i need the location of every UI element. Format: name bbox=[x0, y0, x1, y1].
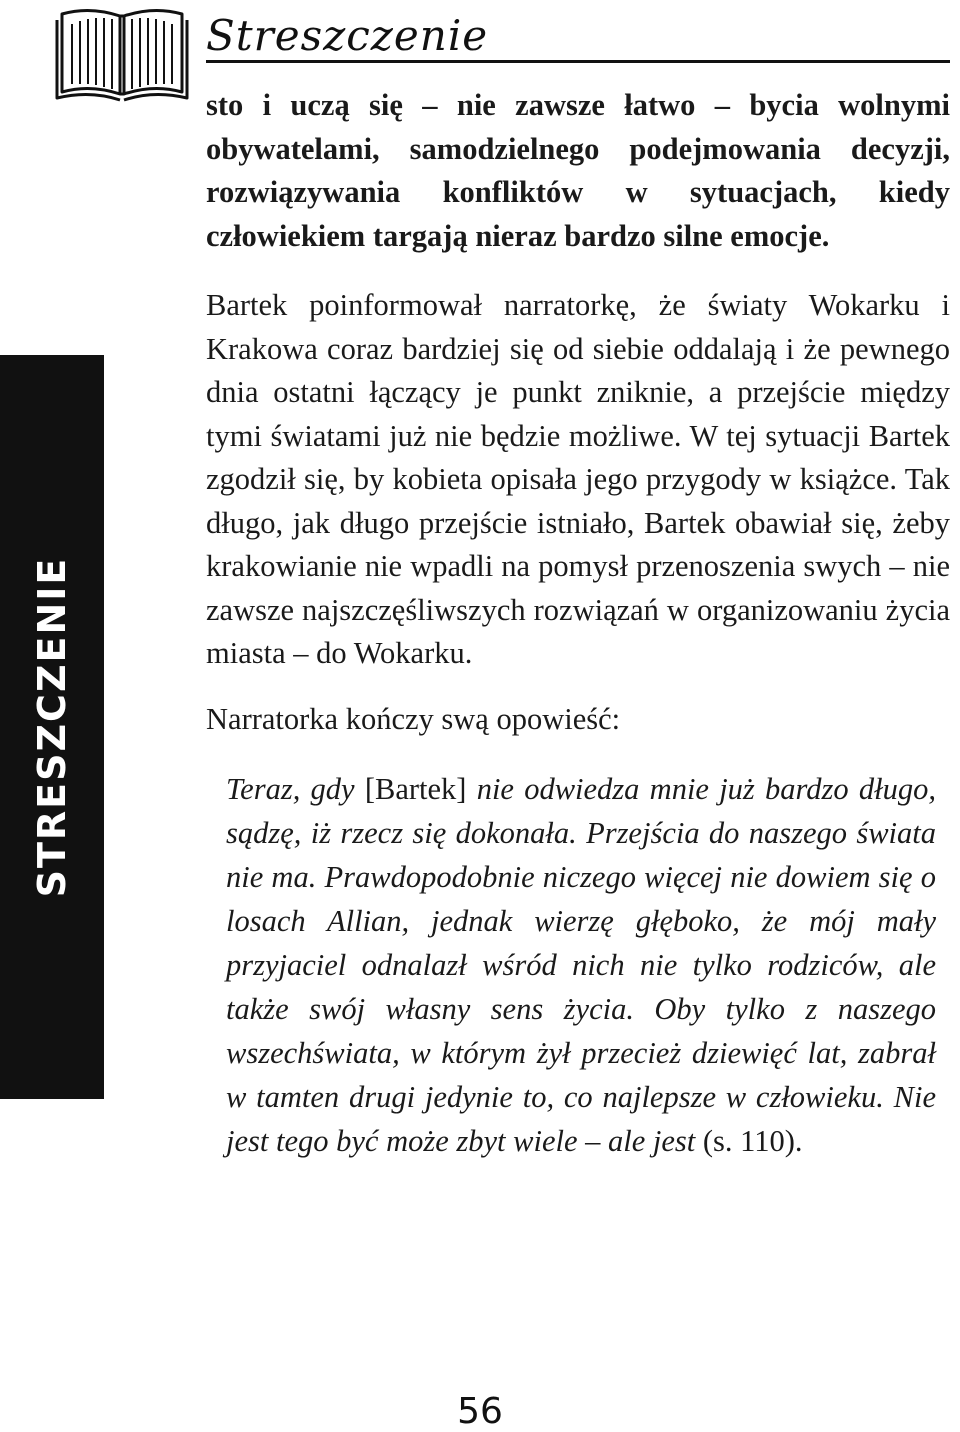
header-rule bbox=[206, 60, 950, 63]
open-book-icon bbox=[54, 4, 190, 102]
quote-part-1: Teraz, gdy bbox=[226, 772, 355, 806]
main-text bbox=[206, 84, 950, 1163]
side-tab-label: STRESZCZENIE bbox=[30, 556, 74, 898]
quote-citation: (s. 110). bbox=[695, 1124, 803, 1158]
section-title: Streszczenie bbox=[206, 11, 489, 60]
bold-paragraph: sto i uczą się – nie zawsze łatwo – bycia wolnymi obywatelami, samodzielnego podejmowania decyzji, rozwiązywania konfliktów w sytuacjach, kiedy człowiekiem targają nieraz bardzo silne emocje. bbox=[206, 88, 950, 253]
quote-insert: [Bartek] bbox=[354, 772, 477, 806]
page-number: 56 bbox=[457, 1391, 503, 1432]
summary-paragraph: Bartek poinformował narratorkę, że światy Wokarku i Krakowa coraz bardziej się od siebie oddalają i że pewnego dnia ostatni łączący je punkt zniknie, a przejście między tymi światami już nie będzie możliwe. W tej sytuacji Bartek zgodził się, by kobieta opisała jego przygody w książce. Tak długo, jak długo przejście istniało, Bartek obawiał się, żeby krakowianie nie wpadli na pomysł przenoszenia swych – nie zawsze najszczęśliwszych rozwiązań w organizowaniu życia miasta – do Wokarku. bbox=[206, 288, 950, 670]
side-tab bbox=[0, 355, 104, 1099]
quotation-text bbox=[226, 767, 936, 1163]
quote-part-2: nie odwiedza mnie już bardzo długo, sądzę, iż rzecz się dokonała. Przejścia do naszego świata nie ma. Prawdopodobnie niczego więcej nie dowiem się o losach Allian, jednak wierzę głęboko, że mój mały przyjaciel odnalazł wśród nich nie tylko rodziców, ale także swój własny sens życia. Oby tylko z naszego wszechświata, w którym żył przecież dziewięć lat, zabrał w tamten drugi jedynie to, co najlepsze w człowieku. Nie jest tego być może zbyt wiele – ale jest bbox=[226, 772, 936, 1158]
quotation-block bbox=[206, 767, 936, 1163]
quote-intro: Narratorka kończy swą opowieść: bbox=[206, 701, 621, 736]
